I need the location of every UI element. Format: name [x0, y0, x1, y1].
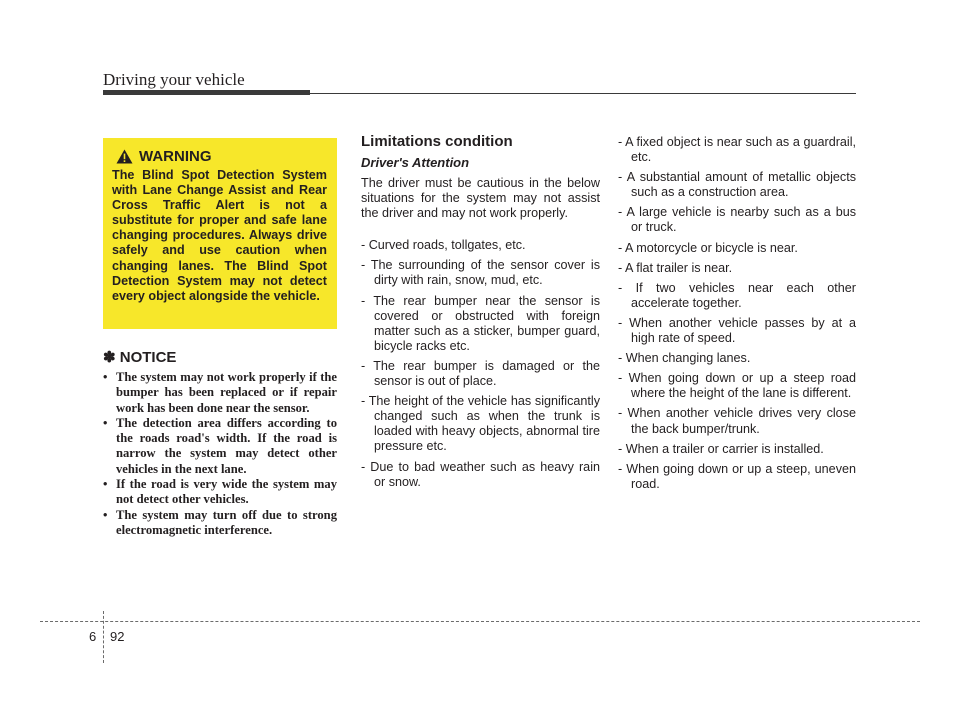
limitation-item: - When going down or up a steep road where the height of the lane is different.: [618, 371, 856, 401]
page-header-title: Driving your vehicle: [103, 70, 245, 89]
header-rule-thin: [310, 93, 856, 94]
warning-title: WARNING: [139, 148, 212, 165]
notice-item-text: The system may not work properly if the bumper has been replaced or if repair work has been done near the sensor.: [116, 370, 337, 415]
limitation-item: - A flat trailer is near.: [618, 260, 733, 275]
limitation-item: - If two vehicles near each other accelerate together.: [618, 280, 856, 310]
limitations-intro: The driver must be cautious in the below situations for the system may not assist the driver and may not work properly.: [361, 176, 600, 221]
bullet-icon: •: [103, 370, 108, 384]
notice-title: ✽ NOTICE: [103, 349, 177, 366]
limitation-item: - The height of the vehicle has significantly changed such as when the trunk is loaded with heavy objects, abnormal tire pressure etc.: [361, 394, 600, 454]
limitation-item: - When changing lanes.: [618, 351, 751, 366]
notice-item-text: If the road is very wide the system may not detect other vehicles.: [116, 477, 337, 507]
limitation-item: - A substantial amount of metallic objects such as a construction area.: [618, 170, 856, 200]
footer-rule: [40, 621, 920, 622]
limitations-list-right: [618, 135, 856, 492]
limitations-title: Limitations condition: [361, 133, 513, 150]
limitation-item: - When another vehicle drives very close the back bumper/trunk.: [618, 406, 856, 436]
chapter-number: 6: [89, 629, 97, 644]
limitation-item: - Due to bad weather such as heavy rain or snow.: [361, 459, 600, 489]
notice-item-text: The detection area differs according to the roads road's width. If the road is narrow the system may detect other vehicles in the next lane.: [116, 415, 337, 476]
limitation-item: - When another vehicle passes by at a high rate of speed.: [618, 315, 856, 346]
limitation-item: - When a trailer or carrier is installed.: [618, 441, 824, 456]
limitation-item: - The rear bumper near the sensor is covered or obstructed with foreign matter such as a sticker, bumper guard, bicycle racks etc.: [361, 293, 600, 353]
limitation-item: - The surrounding of the sensor cover is dirty with rain, snow, mud, etc.: [361, 258, 600, 288]
warning-header: [116, 148, 327, 165]
limitation-item: - Curved roads, tollgates, etc.: [361, 238, 526, 253]
page-number: 92: [110, 629, 125, 644]
drivers-attention-subtitle: Driver's Attention: [361, 155, 470, 170]
warning-triangle-icon: [116, 149, 133, 164]
header-rule-thick: [103, 90, 310, 95]
limitations-column-right: [618, 135, 856, 497]
limitation-item: - A fixed object is near such as a guardrail, etc.: [618, 135, 856, 165]
limitations-list-left: [361, 238, 600, 489]
limitation-item: - A motorcycle or bicycle is near.: [618, 240, 798, 255]
notice-item: [103, 370, 337, 416]
limitations-column: [361, 133, 600, 495]
bullet-icon: •: [103, 415, 108, 430]
bullet-icon: •: [103, 507, 108, 522]
notice-item: [103, 508, 337, 539]
notice-item-text: The system may turn off due to strong electromagnetic interference.: [116, 507, 337, 537]
notice-item: [103, 477, 337, 508]
footer-divider: [103, 611, 104, 663]
notice-item: [103, 416, 337, 477]
bullet-icon: •: [103, 477, 108, 492]
notice-list: [103, 370, 337, 538]
limitation-item: - The rear bumper is damaged or the sensor is out of place.: [361, 358, 600, 389]
limitation-item: - A large vehicle is nearby such as a bus or truck.: [618, 205, 856, 235]
warning-text: The Blind Spot Detection System with Lane Change Assist and Rear Cross Traffic Alert is not a substitute for proper and safe lane changing procedures. Always drive safely and use caution when changing lanes. The Blind Spot Detection System may not detect every object alongside the vehicle.: [112, 168, 327, 303]
limitation-item: - When going down or up a steep, uneven road.: [618, 461, 856, 491]
warning-box: [103, 138, 337, 329]
